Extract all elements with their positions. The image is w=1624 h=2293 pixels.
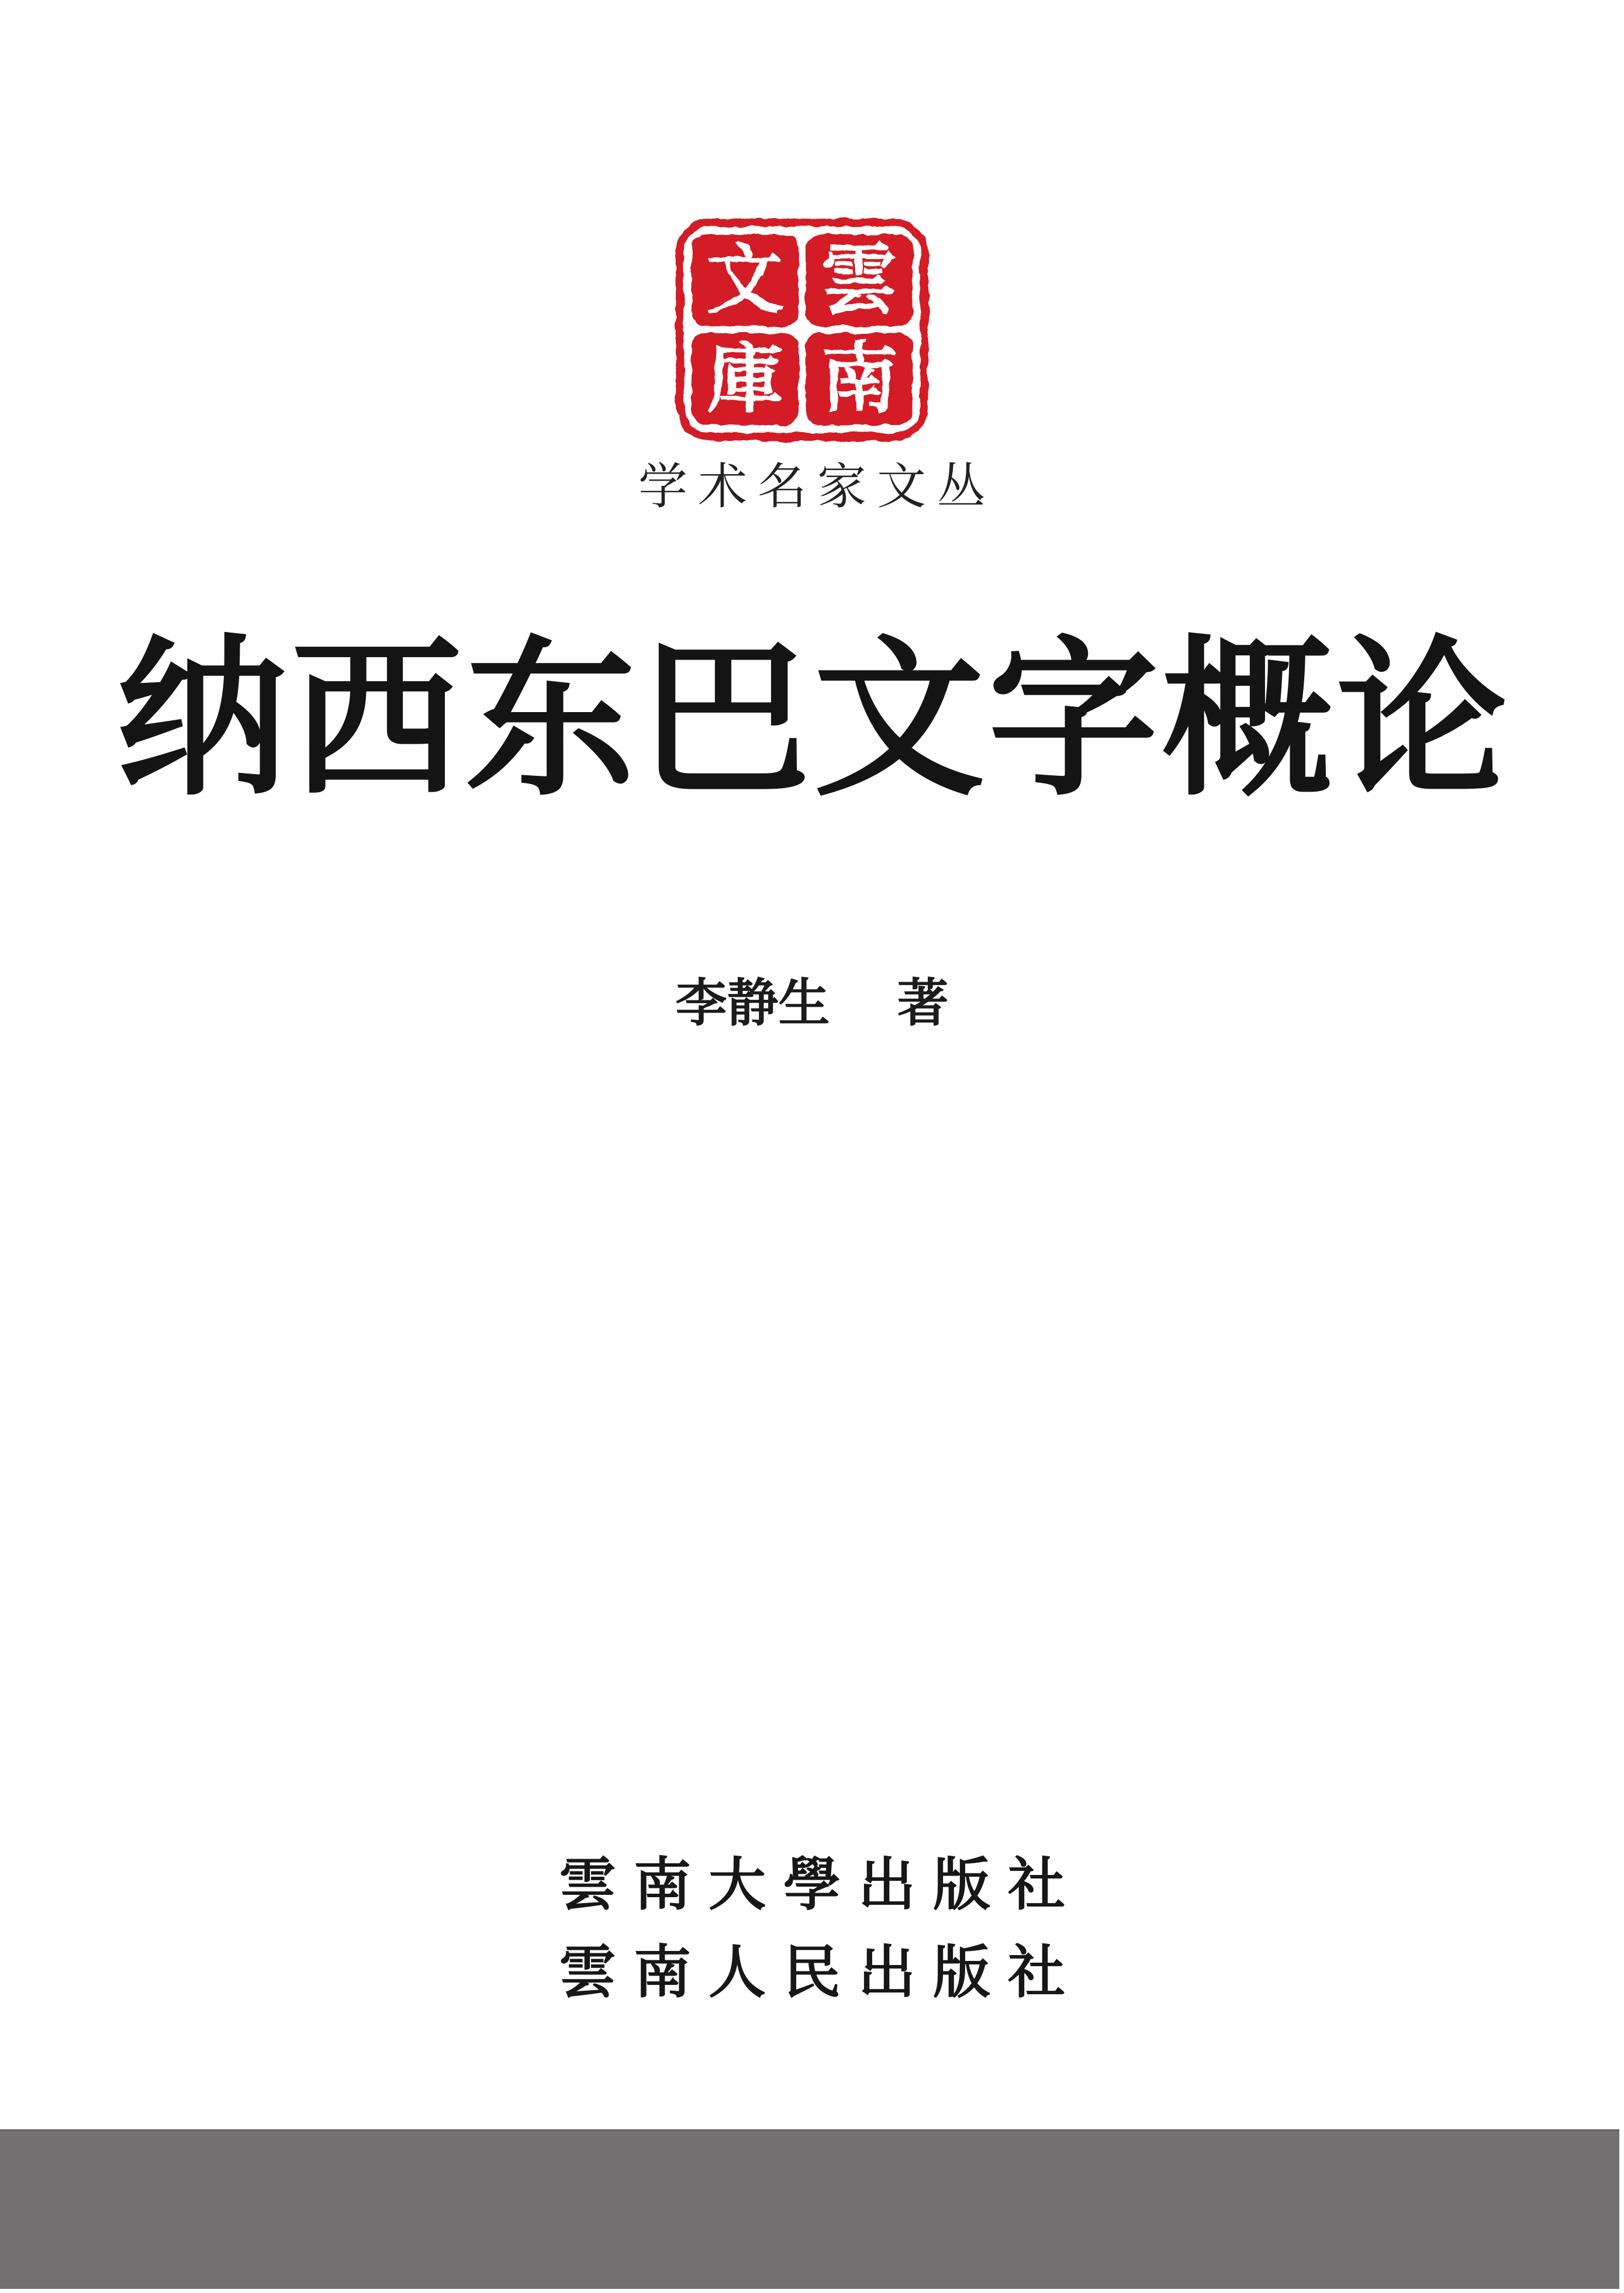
seal-character: 雲 [820,237,898,323]
publisher-block [0,1842,1624,2017]
author-line [0,975,1624,1032]
seal-cell-bottom-right [806,333,913,425]
seal-cell-top-left [692,234,799,326]
seal-cell-bottom-left [692,333,799,425]
book-title: 纳西东巴文字概论 [117,627,1511,816]
seal-character: 庫 [706,336,784,422]
seal-cell-top-right [806,234,913,326]
publisher-line-university-press: 雲南大學出版社 [558,1854,1083,1917]
series-title: 学术名家文丛 [638,460,996,514]
footer-gray-bar [0,2129,1619,2289]
seal-character: 文 [706,237,784,323]
author-name: 李静生 [675,974,830,1032]
seal-character: 南 [820,336,898,422]
publisher-line-peoples-press: 雲南人民出版社 [558,1942,1083,2005]
author-role: 著 [897,974,949,1032]
yunnan-wenku-seal [676,219,928,441]
